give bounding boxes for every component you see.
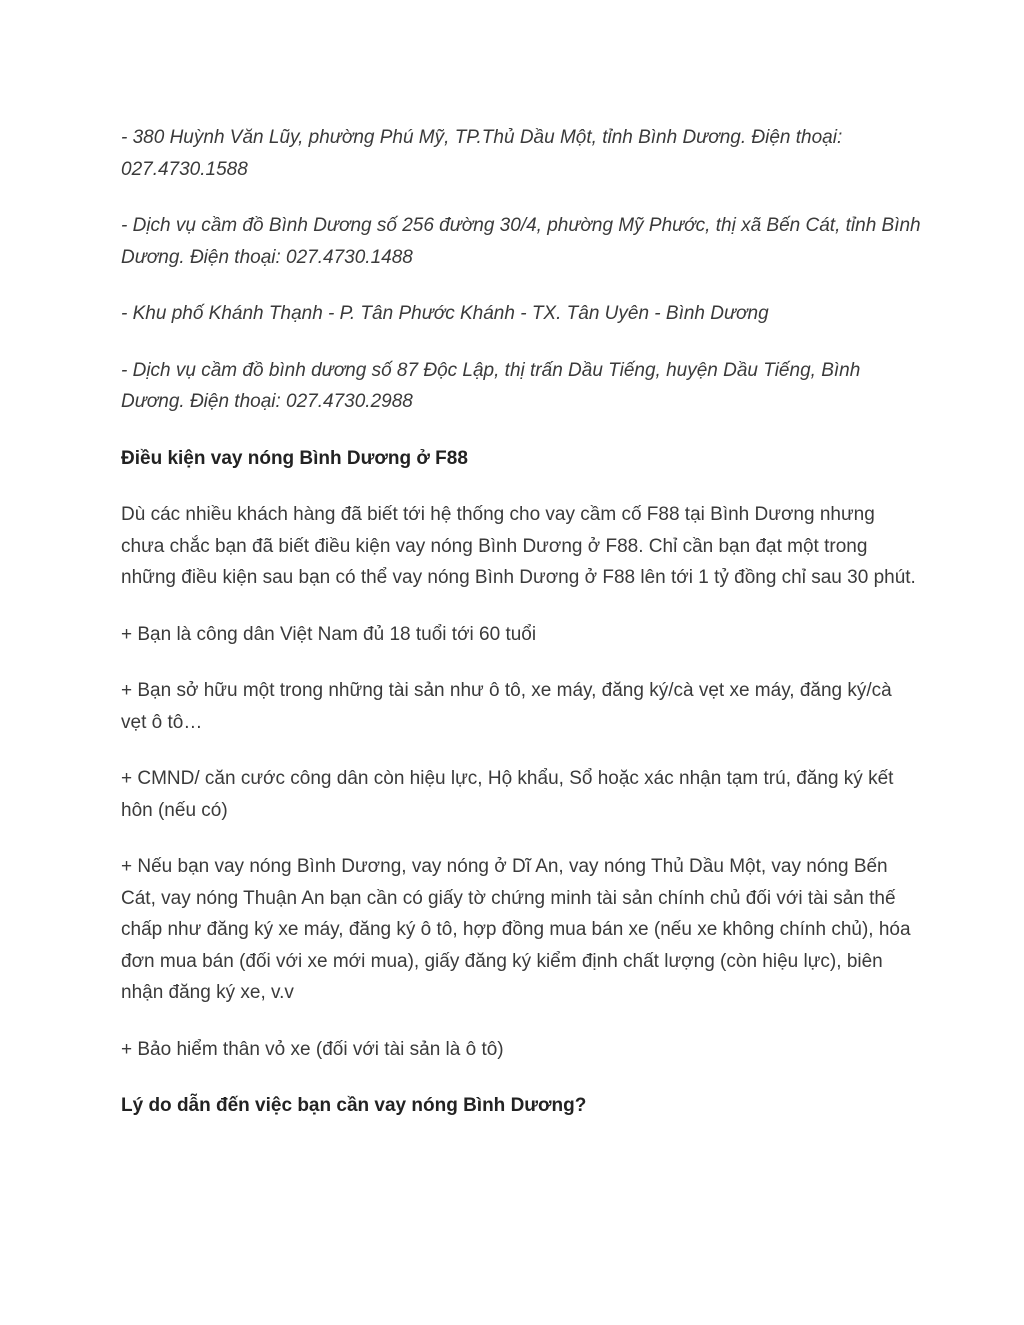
document-page [121,122,921,1147]
condition-item: + CMND/ căn cước công dân còn hiệu lực, Hộ khẩu, Sổ hoặc xác nhận tạm trú, đăng ký kết hôn (nếu có) [121,768,894,821]
address-item: - 380 Huỳnh Văn Lũy, phường Phú Mỹ, TP.Thủ Dầu Một, tỉnh Bình Dương. Điện thoại: 027.4730.1588 [121,127,843,180]
address-item: - Dịch vụ cầm đồ bình dương số 87 Độc Lập, thị trấn Dầu Tiếng, huyện Dầu Tiếng, Bình Dương. Điện thoại: 027.4730.2988 [121,359,861,412]
intro-paragraph: Dù các nhiều khách hàng đã biết tới hệ thống cho vay cầm cố F88 tại Bình Dương nhưng chưa chắc bạn đã biết điều kiện vay nóng Bình Dương ở F88. Chỉ cần bạn đạt một trong những điều kiện sau bạn có thể vay nóng Bình Dương ở F88 lên tới 1 tỷ đồng chỉ sau 30 phút. [121,504,916,588]
condition-item: + Bạn là công dân Việt Nam đủ 18 tuổi tới 60 tuổi [121,623,537,645]
condition-item: + Bảo hiểm thân vỏ xe (đối với tài sản là ô tô) [121,1038,504,1060]
address-item: - Khu phố Khánh Thạnh - P. Tân Phước Khánh - TX. Tân Uyên - Bình Dương [121,303,769,324]
address-item: - Dịch vụ cầm đồ Bình Dương số 256 đường 30/4, phường Mỹ Phước, thị xã Bến Cát, tỉnh Bình Dương. Điện thoại: 027.4730.1488 [121,215,921,268]
condition-item: + Nếu bạn vay nóng Bình Dương, vay nóng ở Dĩ An, vay nóng Thủ Dầu Một, vay nóng Bến Cát, vay nóng Thuận An bạn cần có giấy tờ chứng minh tài sản chính chủ đối với tài sản thế chấp như đăng ký xe máy, đăng ký ô tô, hợp đồng mua bán xe (nếu xe không chính chủ), hóa đơn mua bán (đối với xe mới mua), giấy đăng ký kiểm định chất lượng (còn hiệu lực), biên nhận đăng ký xe, v.v [121,856,911,1003]
section-heading: Điều kiện vay nóng Bình Dương ở F88 [121,447,468,469]
condition-item: + Bạn sở hữu một trong những tài sản như ô tô, xe máy, đăng ký/cà vẹt xe máy, đăng ký/cà vẹt ô tô… [121,680,892,733]
section-heading: Lý do dẫn đến việc bạn cần vay nóng Bình Dương? [121,1095,587,1116]
